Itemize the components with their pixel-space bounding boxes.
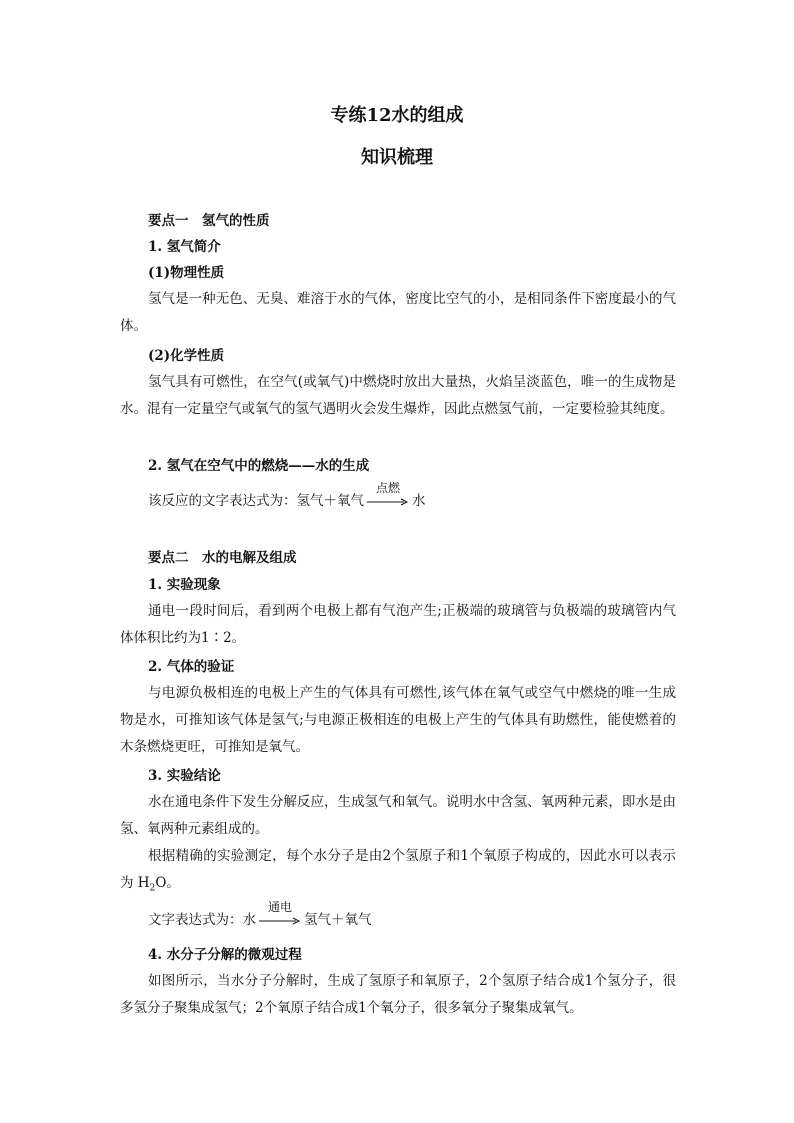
water-formula-text-b: O。 (155, 875, 180, 891)
equation-product: 氢气＋氧气 (304, 912, 372, 928)
section-2-item-2-heading: 2. 气体的验证 (148, 659, 235, 675)
equation-prefix: 文字表达式为：水 (148, 912, 256, 928)
formula-subscript: 2 (149, 883, 156, 894)
page-subtitle: 知识梳理 (361, 147, 433, 168)
reaction-arrow-icon (258, 899, 302, 928)
section-2-heading: 要点二 水的电解及组成 (148, 550, 297, 566)
water-formula-text-a: 根据精确的实验测定，每个水分子是由2个氢原子和1个氧原子构成的，因此水可以表示为 H (120, 848, 676, 891)
equation-product: 水 (412, 493, 426, 509)
section-2-item-4-heading: 4. 水分子分解的微观过程 (148, 947, 302, 963)
hydrogen-combustion-equation (148, 480, 426, 511)
equation-prefix: 该反应的文字表达式为：氢气＋氧气 (148, 493, 364, 509)
physical-properties-text: 氢气是一种无色、无臭、难溶于水的气体，密度比空气的小，是相同条件下密度最小的气体。 (120, 291, 676, 334)
section-1-heading: 要点一 氢气的性质 (148, 213, 270, 229)
section-2-item-1-heading: 1. 实验现象 (148, 577, 221, 593)
experiment-conclusion-text: 水在通电条件下发生分解反应，生成氢气和氧气。说明水中含氢、氧两种元素，即水是由氢、氧两种元素组成的。 (120, 794, 676, 837)
electrolysis-equation (148, 899, 372, 930)
microscopic-process-text: 如图所示，当水分子分解时，生成了氢原子和氧原子，2个氢原子结合成1个氢分子，很多氢分子聚集成氢气；2个氧原子结合成1个氧分子，很多氧分子聚集成氧气。 (120, 973, 676, 1016)
section-2-item-3-heading: 3. 实验结论 (148, 768, 221, 784)
chemical-properties-heading: (2)化学性质 (148, 348, 225, 364)
physical-properties-heading: (1)物理性质 (148, 265, 225, 281)
reaction-condition: 通电 (267, 899, 292, 914)
experiment-phenomenon-text: 通电一段时间后，看到两个电极上都有气泡产生;正极端的玻璃管与负极端的玻璃管内气体体积比约为1∶2。 (120, 603, 676, 646)
water-formula-text (120, 843, 676, 903)
gas-verification-text: 与电源负极相连的电极上产生的气体具有可燃性,该气体在氧气或空气中燃烧的唯一生成物是水，可推知该气体是氢气;与电源正极相连的电极上产生的气体具有助燃性，能使燃着的木条燃烧更旺，可推知是氧气。 (120, 685, 676, 755)
page-title: 专练12水的组成 (330, 105, 464, 126)
section-1-item-2-heading: 2. 氢气在空气中的燃烧——水的生成 (148, 458, 370, 474)
reaction-condition: 点燃 (375, 480, 400, 495)
section-1-item-1-heading: 1. 氢气简介 (148, 239, 221, 255)
chemical-properties-text: 氢气具有可燃性，在空气(或氧气)中燃烧时放出大量热，火焰呈淡蓝色，唯一的生成物是水。混有一定量空气或氧气的氢气遇明火会发生爆炸，因此点燃氢气前，一定要检验其纯度。 (120, 374, 676, 417)
reaction-arrow-icon (366, 480, 410, 509)
